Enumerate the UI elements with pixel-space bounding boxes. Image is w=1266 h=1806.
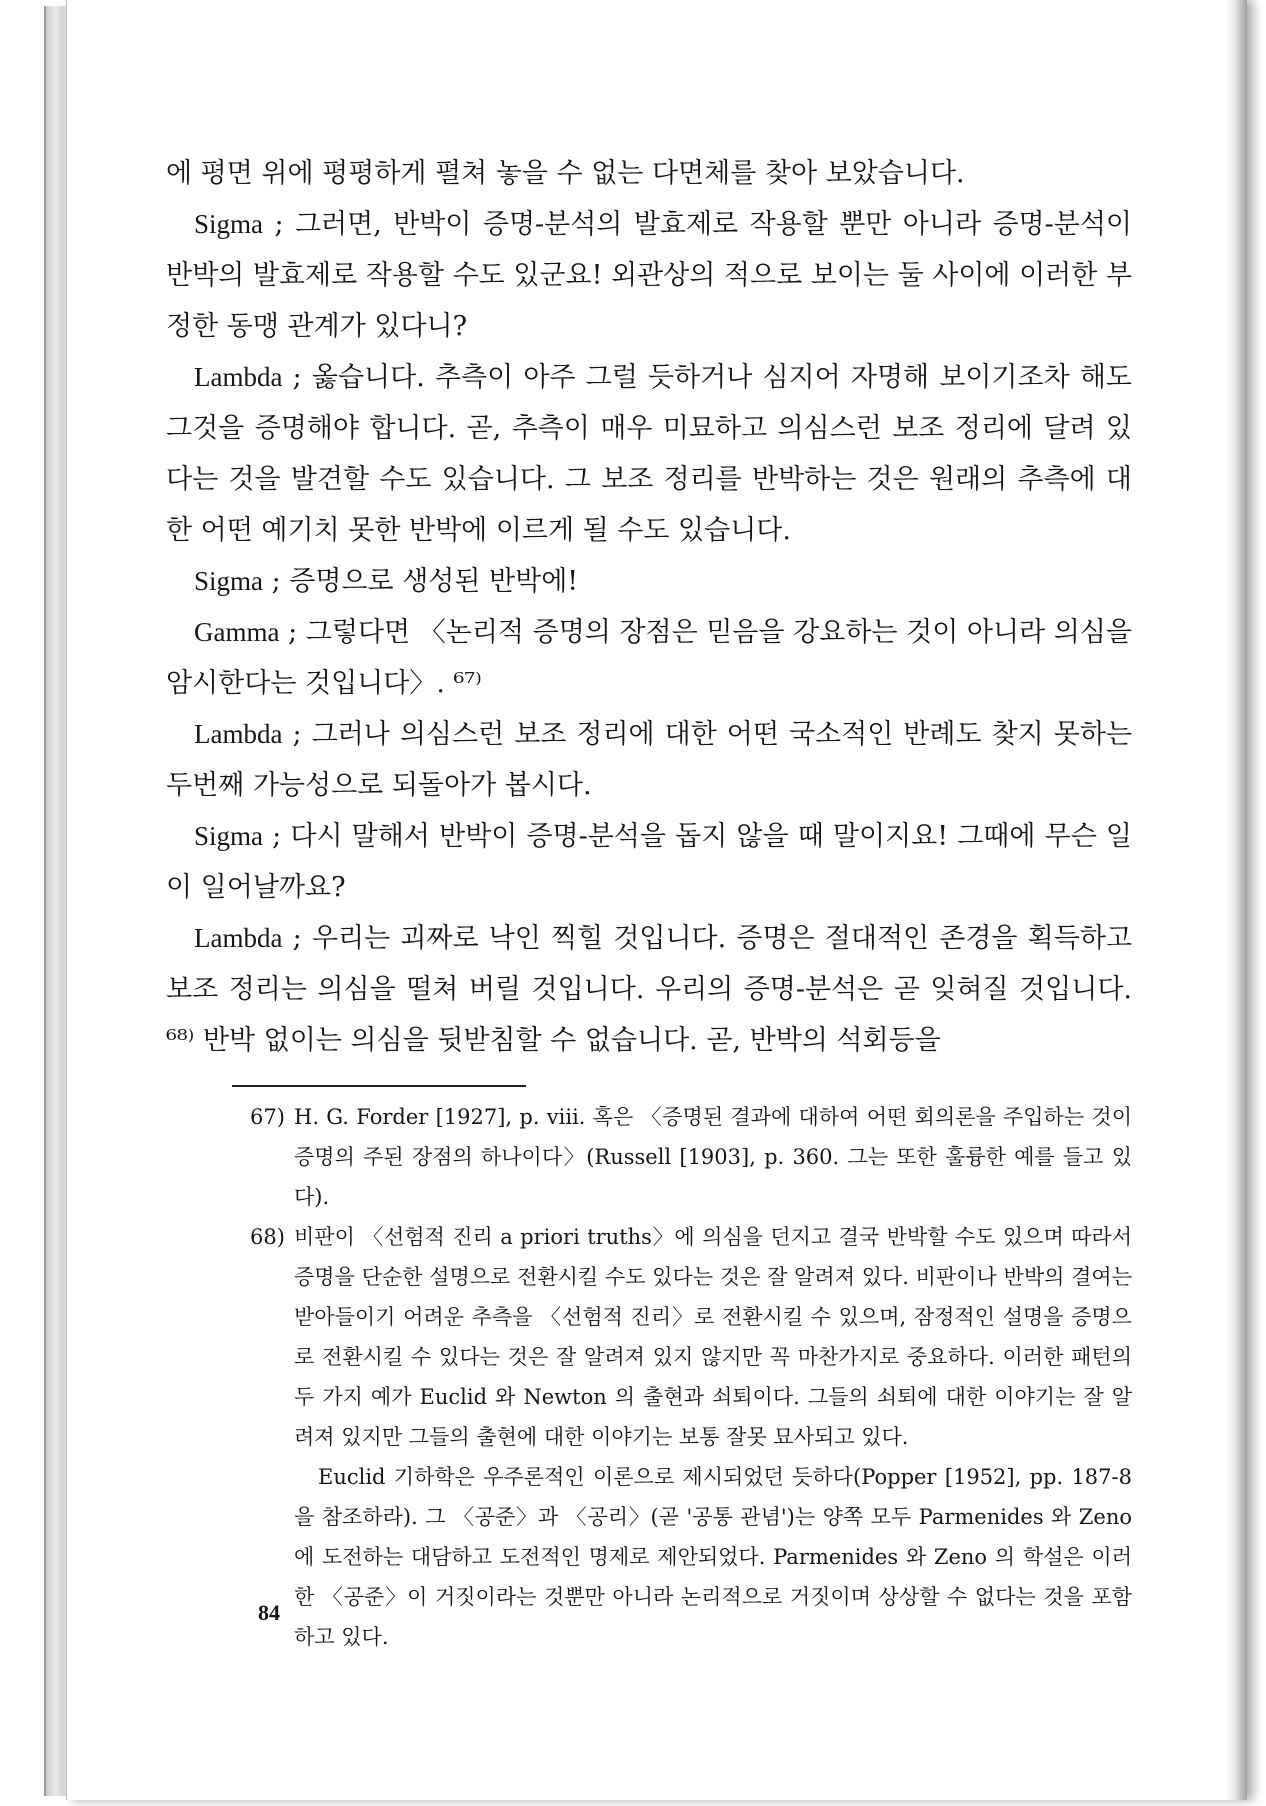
dialogue-paragraph <box>166 607 1132 709</box>
paragraph-text: ; 증명으로 생성된 반박에! <box>271 566 579 597</box>
footnote-paragraph: Euclid 기하학은 우주론적인 이론으로 제시되었던 듯하다(Popper [1952], pp. 187-8을 참조하라). 그 〈공준〉과 〈공리〉(곧 '공통 관념')는 양쪽 모두 Parmenides 와 Zeno 에 도전하는 대담하고 도전적인 명제로 제안되었다. Parmenides 와 Zeno 의 학설은 이러한 〈공준〉이 거짓이라는 것뿐만 아니라 논리적으로 거짓이며 상상할 수 없다는 것을 포함하고 있다. <box>294 1465 1132 1649</box>
footnote-rule <box>232 1085 526 1087</box>
footnote-text <box>294 1097 1132 1217</box>
main-text <box>166 148 1132 1066</box>
dialogue-paragraph <box>166 811 1132 913</box>
page-edge-shadow <box>1225 0 1247 1800</box>
speaker-name: Lambda <box>194 923 283 953</box>
paragraph-text: ; 그러나 의심스런 보조 정리에 대한 어떤 국소적인 반례도 찾지 못하는 두번째 가능성으로 되돌아가 봅시다. <box>166 719 1132 801</box>
footnote-number: 67) <box>250 1105 285 1129</box>
dialogue-paragraph <box>166 199 1132 352</box>
dialogue-paragraph <box>166 709 1132 811</box>
paragraph-text: ; 다시 말해서 반박이 증명-분석을 돕지 않을 때 말이지요! 그때에 무슨 일이 일어날까요? <box>166 821 1132 903</box>
dialogue-paragraph <box>166 352 1132 556</box>
dialogue-paragraph <box>166 913 1132 1066</box>
paragraph-text: ; 그렇다면 〈논리적 증명의 장점은 믿음을 강요하는 것이 아니라 의심을 암시한다는 것입니다〉. ⁶⁷⁾ <box>166 617 1132 699</box>
speaker-name: Sigma <box>194 566 264 596</box>
dialogue-paragraph <box>166 556 1132 607</box>
speaker-name: Sigma <box>194 209 264 239</box>
speaker-name: Gamma <box>194 617 280 647</box>
paragraph-text: ; 그러면, 반박이 증명-분석의 발효제로 작용할 뿐만 아니라 증명-분석이 반박의 발효제로 작용할 수도 있군요! 외관상의 적으로 보이는 둘 사이에 이러한 부정한 동맹 관계가 있다니? <box>166 209 1132 342</box>
paragraph-text: ; 우리는 괴짜로 낙인 찍힐 것입니다. 증명은 절대적인 존경을 획득하고 보조 정리는 의심을 떨쳐 버릴 것입니다. 우리의 증명-분석은 곧 잊혀질 것입니다. ⁶⁸⁾ 반박 없이는 의심을 뒷받침할 수 없습니다. 곧, 반박의 석회등을 <box>166 923 1132 1056</box>
footnote-paragraph: H. G. Forder [1927], p. viii. 혹은 〈증명된 결과에 대하여 어떤 회의론을 주입하는 것이 증명의 주된 장점의 하나이다〉(Russell [1903], p. 360. 그는 또한 훌륭한 예를 들고 있다). <box>294 1105 1132 1209</box>
footnotes <box>250 1097 1132 1657</box>
footnote-68 <box>250 1217 1132 1657</box>
footnote-number: 68) <box>250 1225 285 1249</box>
speaker-name: Sigma <box>194 821 264 851</box>
speaker-name: Lambda <box>194 362 283 392</box>
paragraph <box>166 148 1132 199</box>
speaker-name: Lambda <box>194 719 283 749</box>
paragraph-text: 에 평면 위에 평평하게 펼쳐 놓을 수 없는 다면체를 찾아 보았습니다. <box>166 158 965 189</box>
footnote-67 <box>250 1097 1132 1217</box>
page-number: 84 <box>258 1600 280 1625</box>
footnote-paragraph: 비판이 〈선험적 진리 a priori truths〉에 의심을 던지고 결국 반박할 수도 있으며 따라서 증명을 단순한 설명으로 전환시킬 수도 있다는 것은 잘 알려져 있다. 비판이나 반박의 결여는 받아들이기 어려운 추측을 〈선험적 진리〉로 전환시킬 수 있으며, 잠정적인 설명을 증명으로 전환시킬 수 있다는 것은 잘 알려져 있지 않지만 꼭 마찬가지로 중요하다. 이러한 패턴의 두 가지 예가 Euclid 와 Newton 의 출현과 쇠퇴이다. 그들의 쇠퇴에 대한 이야기는 잘 알려져 있지만 그들의 출현에 대한 이야기는 보통 잘못 묘사되고 있다. <box>294 1225 1132 1449</box>
paragraph-text: ; 옳습니다. 추측이 아주 그럴 듯하거나 심지어 자명해 보이기조차 해도 그것을 증명해야 합니다. 곧, 추측이 매우 미묘하고 의심스런 보조 정리에 달려 있다는 것을 발견할 수도 있습니다. 그 보조 정리를 반박하는 것은 원래의 추측에 대한 어떤 예기치 못한 반박에 이르게 될 수도 있습니다. <box>166 362 1132 546</box>
footnote-text <box>294 1217 1132 1657</box>
